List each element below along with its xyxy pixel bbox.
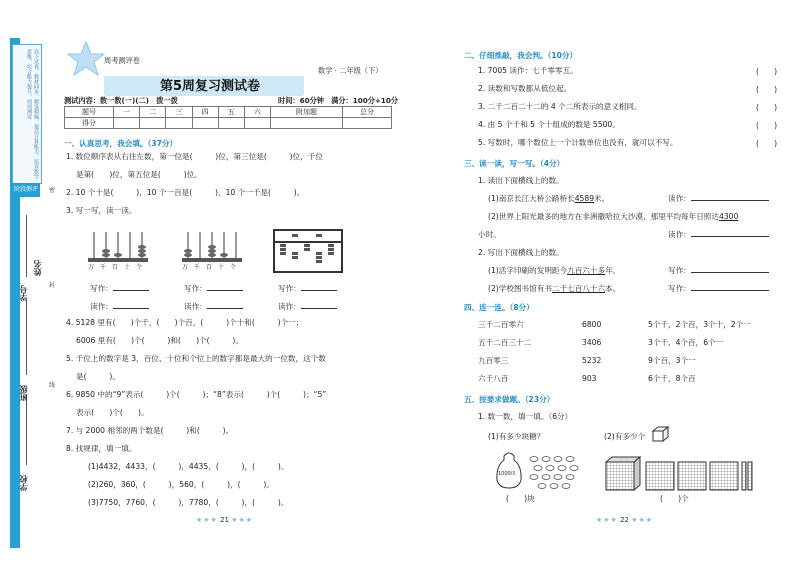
answer-line[interactable] xyxy=(691,236,769,237)
series-label: 周考测评卷 xyxy=(104,56,140,65)
score-value-row xyxy=(65,118,392,129)
abacus-label: 万 xyxy=(182,264,195,271)
section-1-title: 一、认真思考，我会填。（37分） xyxy=(64,139,178,148)
match-left-4[interactable]: 六千八百 xyxy=(478,374,509,383)
question-3: 3. 写一写，读一读。 xyxy=(66,206,137,215)
left-page-no: 21 xyxy=(220,516,229,524)
read-label: 读作： xyxy=(184,302,207,311)
problem-1: 1. 数一数，填一填。（6分） xyxy=(478,412,573,421)
match-mid-4[interactable]: 903 xyxy=(582,374,597,383)
write-question-2: 2. 写出下面横线上的数。 xyxy=(478,248,564,257)
write-item-2-num: 二千七百八十六 xyxy=(551,284,606,293)
score-cell[interactable] xyxy=(244,118,270,129)
time-score-label: 时间：60分钟 满分：100分+10分 xyxy=(278,96,399,105)
abacus-1-labels xyxy=(88,262,148,271)
read-item-1-post: 米。 xyxy=(594,194,610,203)
score-header-cell: 题号 xyxy=(65,107,114,118)
answer-line[interactable] xyxy=(207,308,243,309)
field-name: 姓名 xyxy=(33,260,42,276)
score-cell[interactable] xyxy=(218,118,244,129)
score-table xyxy=(64,106,392,129)
score-header-cell: 六 xyxy=(244,107,270,118)
judge-4-answer[interactable]: ( ) xyxy=(756,121,778,130)
question-6a: 6. 9850 中的“9”表示( )个( )；“8”表示( )个( )；“5” xyxy=(66,390,327,399)
problem-1-2: (2)有多少个 xyxy=(604,432,646,441)
answer-line[interactable] xyxy=(113,308,149,309)
write-item-2-post: 本。 xyxy=(605,284,621,293)
cube-answer[interactable]: ( )个 xyxy=(660,494,689,503)
abacus-label: 个 xyxy=(136,264,149,271)
question-8-1: (1)4432，4433，( )，4435，( )，( )。 xyxy=(88,462,289,471)
abacus-label: 百 xyxy=(206,264,219,271)
match-right-3[interactable]: 9个百，3个一 xyxy=(648,356,696,365)
question-2: 2. 10 个十是( )，10 个一百是( )，10 个一千是( )。 xyxy=(66,188,305,197)
question-4a: 4. 5128 里有( )个千，( )个百，( )个十和( )个一； xyxy=(66,318,304,327)
write-item-1-post: 年。 xyxy=(605,266,621,275)
match-left-3[interactable]: 九百零三 xyxy=(478,356,509,365)
content-label: 测试内容：数一数(一)(二) 拨一拨 xyxy=(64,96,178,105)
write-item-2-answer xyxy=(668,284,769,294)
answer-line[interactable] xyxy=(691,200,769,201)
subject-label: 数学 · 二年级（下） xyxy=(318,66,383,75)
page-title: 第5周复习测试卷 xyxy=(160,79,261,94)
read-label: 读作： xyxy=(668,230,691,239)
abacus-1-read xyxy=(90,302,149,312)
judge-2-answer[interactable]: ( ) xyxy=(756,85,778,94)
stars-icon: ★★★ xyxy=(631,516,654,524)
write-label: 写作： xyxy=(668,284,691,293)
abacus-label: 万 xyxy=(88,264,101,271)
match-right-2[interactable]: 3个千，4个百，6个一 xyxy=(648,338,724,347)
write-item-2 xyxy=(488,284,620,294)
fold-mark-2: 封 xyxy=(49,282,56,289)
read-item-2-answer xyxy=(668,230,769,240)
abacus-label: 个 xyxy=(230,264,243,271)
abacus-2-labels xyxy=(182,262,242,271)
score-header-cell: 一 xyxy=(114,107,140,118)
read-item-2-post: 小时。 xyxy=(478,230,501,239)
match-mid-2[interactable]: 3406 xyxy=(582,338,602,347)
abacus-2-write xyxy=(184,284,243,294)
judge-4: 4. 由 5 个千和 5 个十组成的数是 5500。 xyxy=(478,120,620,129)
question-5a: 5. 千位上的数字是 3，百位、十位和个位上的数字都是最大的一位数，这个数 xyxy=(66,354,326,363)
class-line xyxy=(26,300,27,375)
school-line xyxy=(26,395,27,465)
score-cell[interactable] xyxy=(342,118,391,129)
read-item-1-pre: (1)南京长江大桥公路桥长 xyxy=(488,194,575,203)
match-mid-1[interactable]: 6800 xyxy=(582,320,602,329)
fold-mark-3: 线 xyxy=(49,382,56,389)
score-header-cell: 二 xyxy=(140,107,166,118)
left-page-number xyxy=(196,516,253,524)
score-cell[interactable] xyxy=(114,118,140,129)
section-4-title: 四、连一连。（8分） xyxy=(464,303,534,312)
read-item-1-num: 4589 xyxy=(574,194,595,203)
write-item-2-pre: (2)学校图书馆有书 xyxy=(488,284,552,293)
match-mid-3[interactable]: 5232 xyxy=(582,356,602,365)
question-1a: 1. 数位顺序表从右往左数，第一位是( )位，第三位是( )位，千位 xyxy=(66,152,323,161)
write-label: 写作： xyxy=(184,284,207,293)
candies-icon xyxy=(528,454,584,490)
read-label: 读作： xyxy=(668,194,691,203)
judge-2: 2. 读数和写数都从低位起。 xyxy=(478,84,572,93)
field-school: 学校 xyxy=(19,475,28,491)
read-item-2-pre: (2)世界上阳光最多的地方在非洲撒哈拉大沙漠，那里平均每年日照达 xyxy=(488,212,719,221)
question-8-3: (3)7750，7760，( )，7780，( )，( )。 xyxy=(88,498,289,507)
answer-line[interactable] xyxy=(113,290,149,291)
question-1b: 是第( )位，第五位是( )位。 xyxy=(76,170,202,179)
question-8: 8. 找规律，填一填。 xyxy=(66,444,137,453)
judge-5: 5. 写数时，哪个数位上一个计数单位也没有，就可以不写。 xyxy=(478,138,678,147)
score-header-cell: 附加题 xyxy=(270,107,342,118)
read-item-1-answer xyxy=(668,194,769,204)
right-page-no: 22 xyxy=(620,516,629,524)
candy-bag-label: 1000块 xyxy=(498,471,516,477)
abacus-label: 十 xyxy=(124,264,137,271)
match-right-4[interactable]: 6个千，8个百 xyxy=(648,374,696,383)
cube-blocks-icon xyxy=(604,456,754,492)
score-header-cell: 四 xyxy=(192,107,218,118)
read-label: 读作： xyxy=(278,302,301,311)
question-5b: 是( )。 xyxy=(76,372,120,381)
field-class: 班级 xyxy=(19,385,28,401)
score-header-cell: 五 xyxy=(218,107,244,118)
right-page-number xyxy=(596,516,653,524)
score-header-cell: 总分 xyxy=(342,107,391,118)
read-item-1 xyxy=(488,194,609,204)
question-4b: 6006 里有( )个( )和( )个( )。 xyxy=(76,336,243,345)
abacus-2-read xyxy=(184,302,243,312)
abacus-label: 千 xyxy=(100,264,113,271)
problem-1-1: (1)有多少块糖？ xyxy=(488,432,545,441)
question-8-2: (2)260，360，( )，560，( )，( )。 xyxy=(88,480,274,489)
question-7: 7. 与 2000 相邻的两个数是( )和( )。 xyxy=(66,426,234,435)
score-header-cell: 三 xyxy=(166,107,192,118)
abacus-label: 百 xyxy=(112,264,125,271)
field-student-no: 学号 xyxy=(19,285,28,301)
score-header-row xyxy=(65,107,392,118)
score-cell[interactable] xyxy=(192,118,218,129)
stars-icon: ★★★ xyxy=(231,516,254,524)
read-label: 读作： xyxy=(90,302,113,311)
binding-note-text: 以下试卷，教材同步，精选精编，提高计算能力，培养数学思维，综合能力提升，周周测试 xyxy=(26,49,39,179)
answer-line[interactable] xyxy=(207,290,243,291)
write-label: 写作： xyxy=(90,284,113,293)
section-3-title: 三、读一读，写一写。（4分） xyxy=(464,159,565,168)
cube-icon xyxy=(652,426,670,442)
abacus-3-read xyxy=(278,302,337,312)
binding-note-tag: 阶段测评 xyxy=(12,183,40,197)
section-2-title: 二、仔细推敲，我会判。（10分） xyxy=(464,51,578,60)
judge-3: 3. 二千二百二十二的 4 个二所表示的意义相同。 xyxy=(478,102,642,111)
answer-line[interactable] xyxy=(691,290,769,291)
match-right-1[interactable]: 5个千，2个百，3个十，2个一 xyxy=(648,320,751,329)
answer-line[interactable] xyxy=(691,272,769,273)
section-5-title: 五、按要求做题。（23分） xyxy=(464,395,555,404)
fold-mark-1: 密 xyxy=(49,187,56,194)
read-item-2-num: 4300 xyxy=(718,212,739,221)
score-cell[interactable] xyxy=(270,118,342,129)
stars-icon: ★★★ xyxy=(196,516,218,524)
write-item-1-pre: (1)活字印刷的发明距今 xyxy=(488,266,568,275)
write-label: 写作： xyxy=(278,284,301,293)
judge-3-answer[interactable]: ( ) xyxy=(756,103,778,112)
judge-1-answer[interactable]: ( ) xyxy=(756,67,778,76)
answer-line[interactable] xyxy=(301,308,337,309)
write-label: 写作： xyxy=(668,266,691,275)
read-item-2 xyxy=(488,212,738,222)
candy-answer[interactable]: ( )块 xyxy=(506,494,535,503)
score-cell[interactable] xyxy=(140,118,166,129)
abacus-3-icon xyxy=(272,228,344,274)
score-cell[interactable] xyxy=(166,118,192,129)
abacus-1-write xyxy=(90,284,149,294)
question-6b: 表示( )个( )。 xyxy=(76,408,149,417)
abacus-label: 千 xyxy=(194,264,207,271)
judge-1: 1. 7005 读作：七千零零五。 xyxy=(478,66,578,75)
score-row-label: 得分 xyxy=(65,118,114,129)
read-question-1: 1. 读出下面横线上的数。 xyxy=(478,176,564,185)
judge-5-answer[interactable]: ( ) xyxy=(756,139,778,148)
abacus-label: 十 xyxy=(218,264,231,271)
abacus-3-write xyxy=(278,284,337,294)
answer-line[interactable] xyxy=(301,290,337,291)
write-item-1-num: 九百六十多 xyxy=(567,266,606,275)
write-item-1-answer xyxy=(668,266,769,276)
student-no-line xyxy=(26,215,27,277)
stars-icon: ★★★ xyxy=(596,516,618,524)
binding-note-box xyxy=(12,44,42,184)
write-item-1 xyxy=(488,266,620,276)
match-left-2[interactable]: 五千二百三十二 xyxy=(478,338,532,347)
match-left-1[interactable]: 三千二百零六 xyxy=(478,320,524,329)
